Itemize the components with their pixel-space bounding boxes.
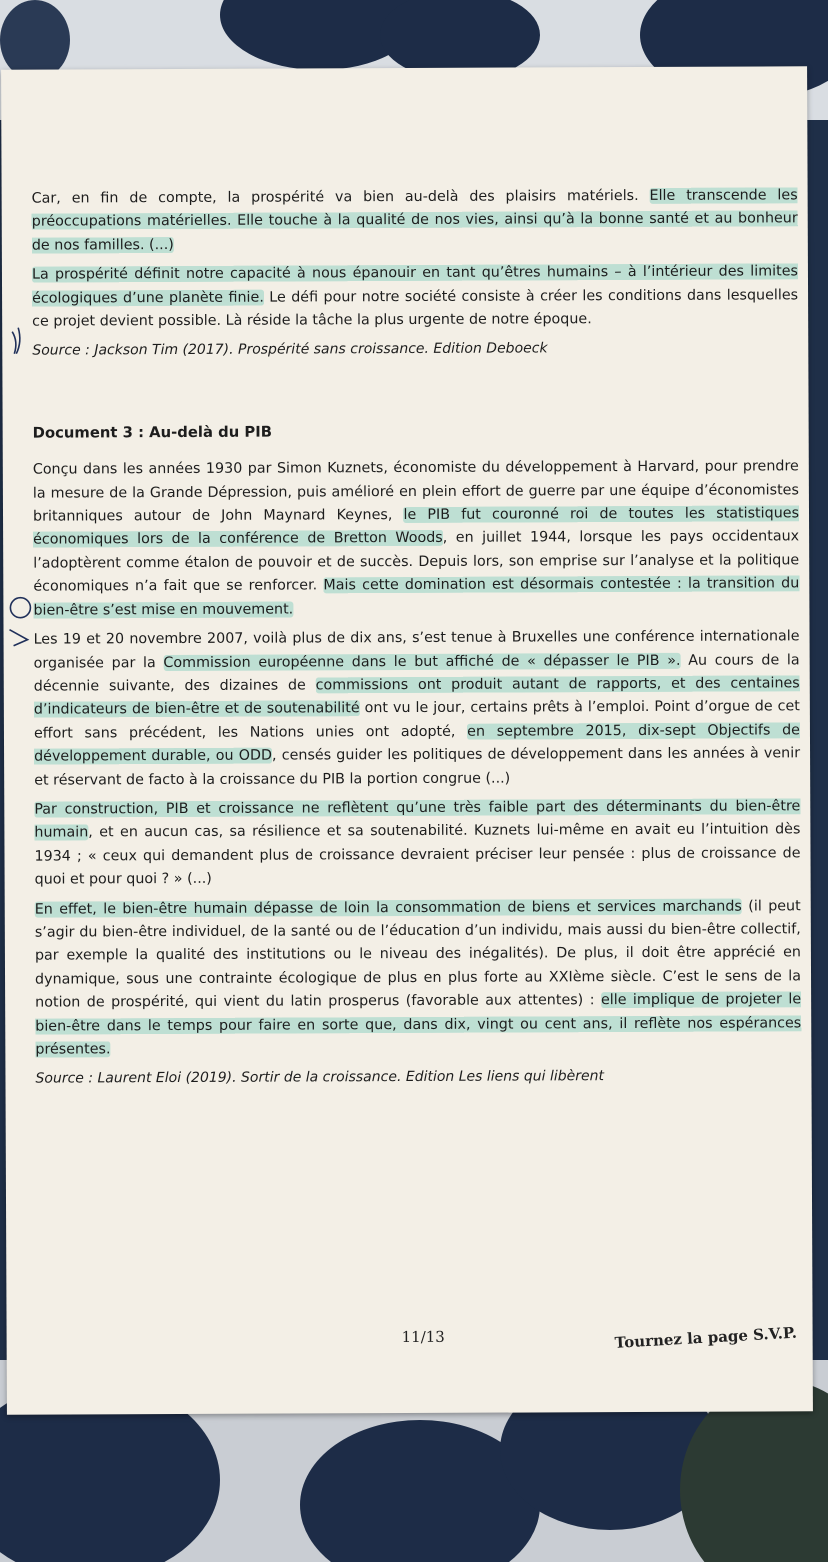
page-number: 11/13 (401, 1327, 445, 1347)
text-segment: , et en aucun cas, sa résilience et sa soutenabilité. Kuznets lui-même en avait eu l’intuition dès 1934 ; « ceux qui demandent plus de croissance devraient préciser leur pensée : plus de croissance de quoi et pour quoi ? » (...) (34, 821, 801, 888)
body-paragraph-2 (34, 625, 801, 792)
text-segment: Au cours de la décennie suivante, des dizaines de (33, 651, 800, 695)
text-segment: Les 19 et 20 novembre 2007, voilà plus de dix ans, s’est tenue à Bruxelles une conférence internationale organisée par la (33, 628, 800, 672)
document-content (32, 184, 802, 1091)
intro-paragraph-1 (32, 184, 798, 258)
turn-page-note: Tournez la page S.V.P. (614, 1323, 798, 1352)
highlighted-text: le PIB fut couronné roi de toutes les statistiques économiques lors de la conférence de Bretton Woods (33, 505, 800, 549)
text-segment: Le défi pour notre société consiste à créer les conditions dans lesquelles ce projet devient possible. Là réside la tâche la plus urgente de notre époque. (32, 286, 799, 330)
highlighted-text: elle implique de projeter le bien-être dans le temps pour faire en sorte que, dans dix, vingt ou cent ans, il reflète nos espérances présentes. (35, 991, 802, 1058)
text-segment: (il peut s’agir du bien-être individuel, de la santé ou de l’éducation d’un individu, mais aussi du bien-être collectif, par exemple la qualité des institutions ou le niveau des inégalités). De plus, il doit être apprécié en dynamique, sous une contrainte écologique de plus en plus forte au XXIème siècle. C’est le sens de la notion de prospérité, qui vient du latin prosperus (favorable aux attentes) : (34, 897, 802, 1011)
fabric-pattern (0, 0, 70, 80)
text-segment: Car, en fin de compte, la prospérité va bien au-delà des plaisirs matériels. (31, 187, 650, 207)
highlighted-text: Commission européenne dans le but affiché de « dépasser le PIB ». (163, 652, 681, 671)
highlighted-text: commissions ont produit autant de rapports, et des centaines d’indicateurs de bien-être et de soutenabilité (33, 675, 800, 718)
text-segment: ont vu le jour, certains prêts à l’emploi. Point d’orgue de cet effort sans précédent, les Nations unies ont adopté, (33, 698, 800, 742)
source-citation-1: Source : Jackson Tim (2017). Prospérité sans croissance. Edition Deboeck (32, 340, 548, 360)
text-segment: , censés guider les politiques de développement dans les années à venir et réservant de facto à la croissance du PIB la portion congrue (...) (34, 745, 801, 789)
highlighted-text: Mais cette domination est désormais contestée : la transition du bien-être s’est mise en mouvement. (33, 575, 800, 619)
document-heading: Document 3 : Au-delà du PIB (32, 423, 273, 442)
document-page (1, 66, 813, 1415)
intro-paragraph-2 (32, 261, 798, 335)
body-paragraph-4 (35, 895, 802, 1062)
text-segment: Conçu dans les années 1930 par Simon Kuznets, économiste du développement à Harvard, pour prendre la mesure de la Grande Dépression, puis amélioré en plein effort de guerre par une équipe d’économistes britanniques autour de John Maynard Keynes, (32, 458, 799, 525)
body-paragraph-3 (34, 795, 800, 892)
highlighted-text: La prospérité définit notre capacité à nous épanouir en tant qu’êtres humains – à l’intérieur des limites écologiques d’une planète finie. (31, 263, 798, 307)
text-segment: , en juillet 1944, lorsque les pays occidentaux l’adoptèrent comme étalon de pouvoir et de succès. Depuis lors, son emprise sur l’analyse et la politique économiques n’a fait que se renforcer. (33, 528, 800, 595)
highlighted-text: en septembre 2015, dix-sept Objectifs de développement durable, ou ODD (34, 722, 800, 765)
highlighted-text: Par construction, PIB et croissance ne reflètent qu’une très faible part des déterminants du bien-être humain (34, 798, 801, 841)
body-paragraph-1 (33, 456, 800, 623)
highlighted-text: Elle transcende les préoccupations matérielles. Elle touche à la qualité de nos vies, ainsi qu’à la bonne santé et au bonheur de nos familles. (...) (31, 187, 798, 254)
source-citation-2: Source : Laurent Eloi (2019). Sortir de la croissance. Edition Les liens qui libèrent (35, 1068, 605, 1088)
highlighted-text: En effet, le bien-être humain dépasse de loin la consommation de biens et services marchands (34, 898, 742, 918)
